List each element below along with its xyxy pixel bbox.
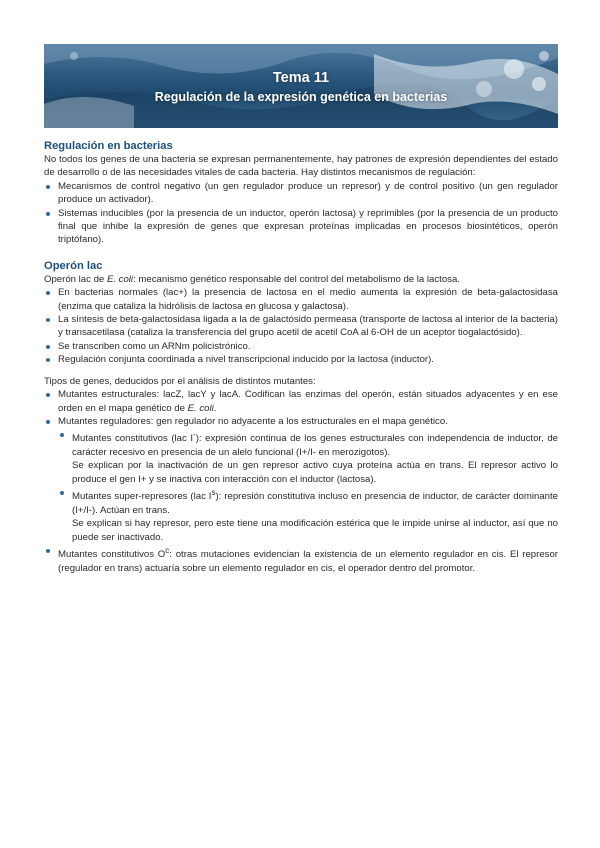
page-subtitle: Regulación de la expresión genética en bacterias (154, 90, 448, 104)
section2-intro: Operón lac de E. coli: mecanismo genético responsable del control del metabolismo de la lactosa. (44, 273, 460, 285)
list-item-operator: Mutantes constitutivos $O^c$: otras mutaciones evidencian la existencia de un elemento regulador en cis. El represor (regulador en trans) actuaría sobre un elemento regulador en cis, el operador dentro del promotor. (44, 544, 558, 575)
list-item: Sistemas inducibles (por la presencia de un inductor, operón lactosa) y reprimibles (por la presencia de un producto final que inhibe la expresión de genes que expresan proteínas implicadas en procesos biosintéticos, operón triptófano). (44, 207, 558, 247)
section-heading-regulacion: Regulación en bacterias (44, 140, 173, 152)
list-item-regulators: Mutantes reguladores: gen regulador no adyacente a los estructurales en el mapa genético. (44, 415, 558, 428)
mutants-list (44, 388, 558, 459)
section1-intro: No todos los genes de una bacteria se expresan permanentemente, hay patrones de expresión dependientes del estado de desarrollo o de las necesidades vitales de cada bacteria. Hay distintos mecanismos de regulación: (44, 154, 558, 179)
section-heading-operon-lac: Operón lac (44, 259, 103, 272)
mutants-intro: Tipos de genes, deducidos por el análisis de distintos mutantes: (44, 375, 316, 387)
list-item-structural: Mutantes estructurales: lacZ, lacY y lacA. Codifican las enzimas del operón, están situados adyacentes y en ese orden en el mapa genético de E. coli. (44, 388, 558, 415)
list-item: Mecanismos de control negativo (un gen regulador produce un represor) y de control positivo (un gen regulador produce un activador). (44, 180, 558, 207)
list-item-constitutive: Mutantes constitutivos (lac I-): expresión continua de los genes estructurales con independencia de inductor, de carácter recesivo en presencia de un alelo funcional (I+/I- en merozigotos). (44, 428, 558, 459)
list-item-superrepressor: Mutantes super-represores (lac $I^s$): represión constitutiva incluso en presencia de inductor, de carácter dominante (I+/I-). Actúan en trans. (44, 486, 558, 517)
page-title: Tema 11 (272, 70, 330, 86)
list-item: Se transcriben como un ARNm policistrónico. (44, 340, 558, 353)
section2-list (44, 286, 558, 366)
header-banner (44, 44, 558, 128)
mutants-list-3 (44, 544, 558, 575)
ocean-wave-image (44, 44, 558, 128)
list-item: En bacterias normales (lac+) la presencia de lactosa en el medio aumenta la expresión de beta-galactosidasa (enzima que cataliza la hidrólisis de lactosa en glucosa y galactosa). (44, 286, 558, 313)
constitutive-explanation: Se explican por la inactivación de un gen represor activo cuya proteína actúa en trans. El represor activo lo produce el gen I+ y se inactiva con interacción con el inductor (lactosa). (72, 460, 558, 485)
list-item: Regulación conjunta coordinada a nivel transcripcional inducido por la lactosa (inductor). (44, 353, 558, 366)
document-body (44, 139, 558, 575)
superrepressor-explanation: Se explican si hay represor, pero este tiene una modificación estérica que le impide unirse al inductor, así que no puede ser inactivado. (72, 518, 558, 543)
list-item: La síntesis de beta-galactosidasa ligada a la de galactósido permeasa (transporte de lactosa al interior de la bacteria) y transacetilasa (cataliza la transferencia del grupo acetil de acetil CoA al 6-OH de un aceptor tiogalactósido). (44, 313, 558, 340)
mutants-list-2 (44, 486, 558, 517)
section1-list (44, 180, 558, 247)
